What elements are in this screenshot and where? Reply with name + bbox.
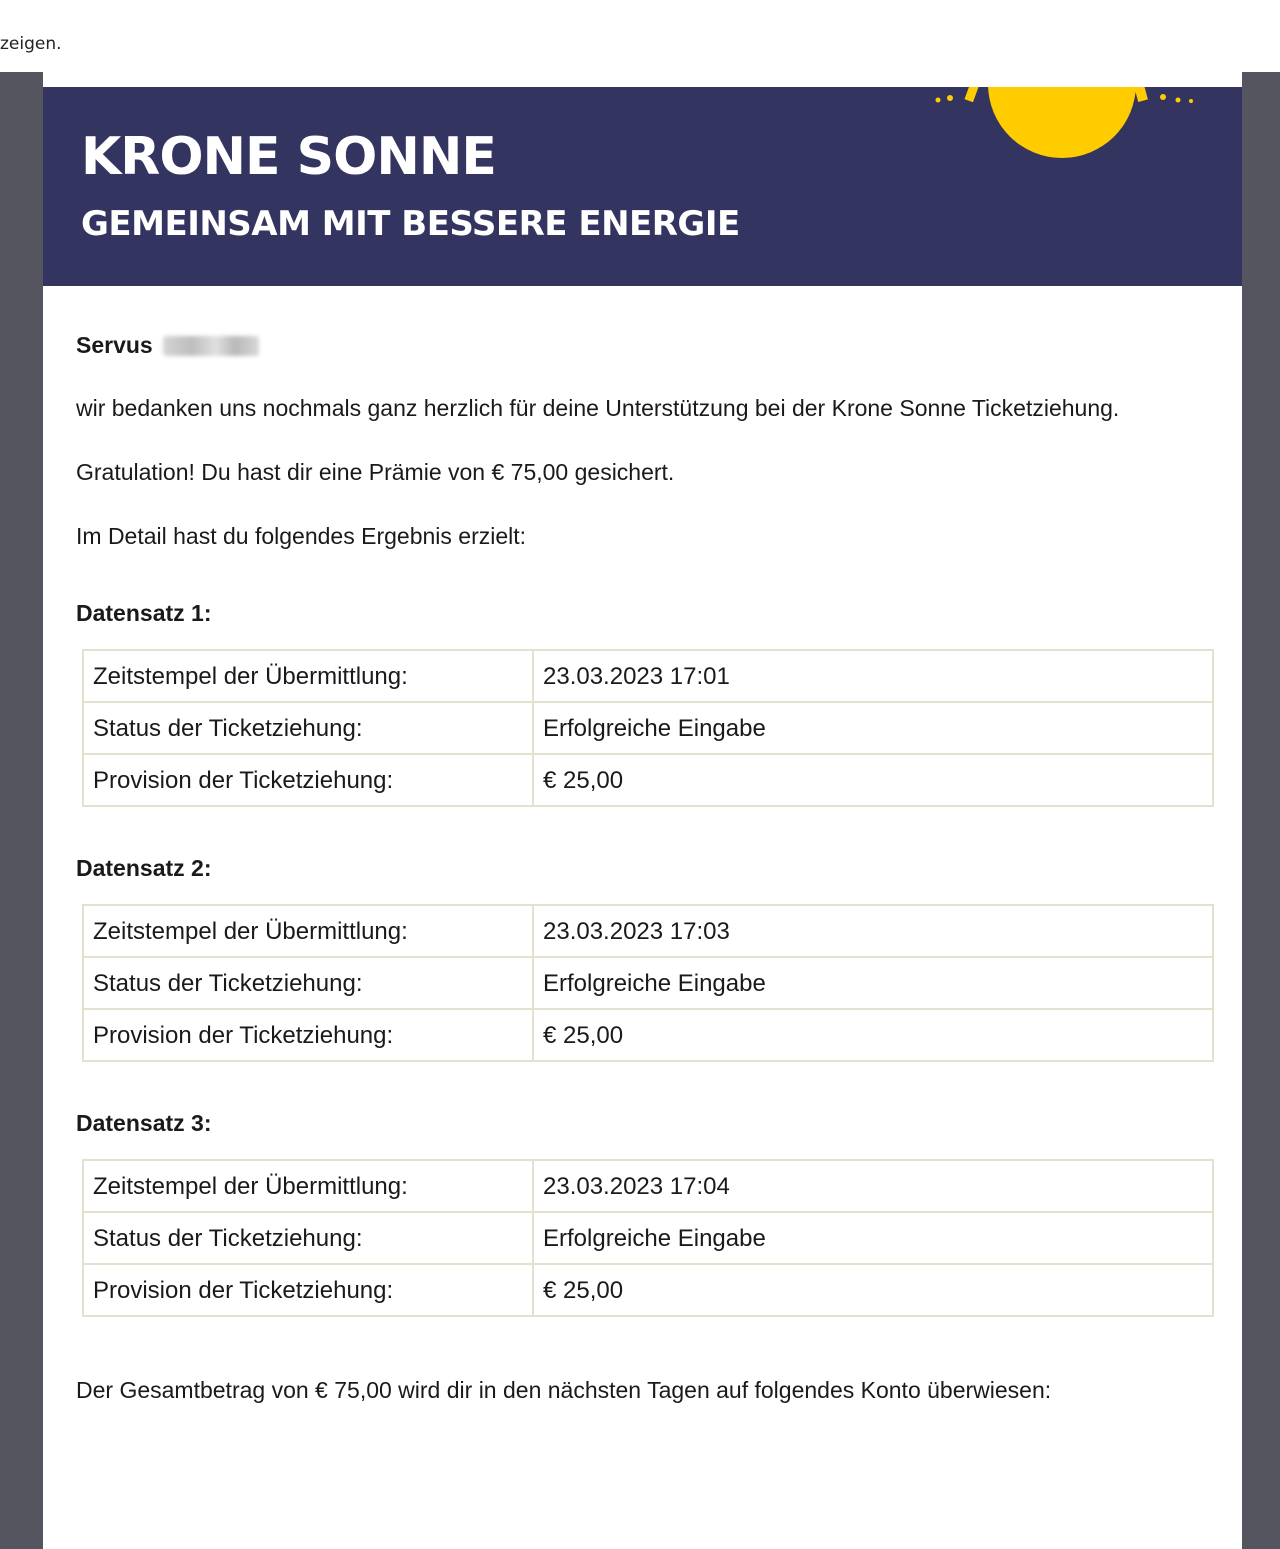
closing-paragraph: Der Gesamtbetrag von € 75,00 wird dir in den nächsten Tagen auf folgendes Konto überwiesen:: [76, 1377, 1052, 1403]
table-cell-value: € 25,00: [533, 754, 1213, 806]
dataset-3-table: [82, 1159, 1214, 1317]
right-backdrop: [1242, 72, 1280, 1549]
table-cell-value: Erfolgreiche Eingabe: [533, 702, 1213, 754]
browser-top-strip: [0, 0, 1280, 72]
table-cell-label: Provision der Ticketziehung:: [83, 1264, 533, 1316]
sun-logo-icon: [908, 87, 1242, 187]
table-cell-value: 23.03.2023 17:03: [533, 905, 1213, 957]
email-content: [76, 330, 1186, 1439]
table-cell-label: Provision der Ticketziehung:: [83, 1009, 533, 1061]
dataset-3-title: Datensatz 3:: [76, 1110, 212, 1136]
table-cell-value: Erfolgreiche Eingabe: [533, 957, 1213, 1009]
table-row: [83, 754, 1213, 806]
table-cell-label: Zeitstempel der Übermittlung:: [83, 650, 533, 702]
table-row: [83, 957, 1213, 1009]
truncated-notice-text: zeigen.: [0, 34, 62, 54]
table-cell-label: Zeitstempel der Übermittlung:: [83, 1160, 533, 1212]
table-cell-value: € 25,00: [533, 1009, 1213, 1061]
greeting: [76, 330, 1186, 361]
intro-paragraph: wir bedanken uns nochmals ganz herzlich für deine Unterstützung bei der Krone Sonne Ticketziehung.: [76, 395, 1120, 421]
table-row: [83, 1009, 1213, 1061]
table-cell-label: Status der Ticketziehung:: [83, 1212, 533, 1264]
dataset-1-title: Datensatz 1:: [76, 600, 212, 626]
table-row: [83, 1160, 1213, 1212]
table-cell-value: Erfolgreiche Eingabe: [533, 1212, 1213, 1264]
brand-subtitle: GEMEINSAM MIT BESSERE ENERGIE: [81, 204, 740, 244]
table-row: [83, 1264, 1213, 1316]
table-row: [83, 1212, 1213, 1264]
dataset-2-title: Datensatz 2:: [76, 855, 212, 881]
congrats-paragraph: Gratulation! Du hast dir eine Prämie von € 75,00 gesichert.: [76, 459, 675, 485]
table-row: [83, 702, 1213, 754]
table-row: [83, 650, 1213, 702]
table-cell-value: € 25,00: [533, 1264, 1213, 1316]
table-cell-label: Zeitstempel der Übermittlung:: [83, 905, 533, 957]
table-cell-label: Status der Ticketziehung:: [83, 957, 533, 1009]
header-banner: [43, 87, 1242, 286]
table-cell-value: 23.03.2023 17:04: [533, 1160, 1213, 1212]
dataset-1-table: [82, 649, 1214, 807]
table-cell-label: Status der Ticketziehung:: [83, 702, 533, 754]
table-cell-label: Provision der Ticketziehung:: [83, 754, 533, 806]
redacted-name: [163, 336, 259, 356]
brand-title: KRONE SONNE: [81, 127, 496, 187]
email-body: [43, 72, 1242, 1549]
table-cell-value: 23.03.2023 17:01: [533, 650, 1213, 702]
left-backdrop: [0, 72, 43, 1549]
greeting-text: Servus: [76, 332, 153, 358]
dataset-2-table: [82, 904, 1214, 1062]
detail-intro-paragraph: Im Detail hast du folgendes Ergebnis erzielt:: [76, 523, 527, 549]
table-row: [83, 905, 1213, 957]
